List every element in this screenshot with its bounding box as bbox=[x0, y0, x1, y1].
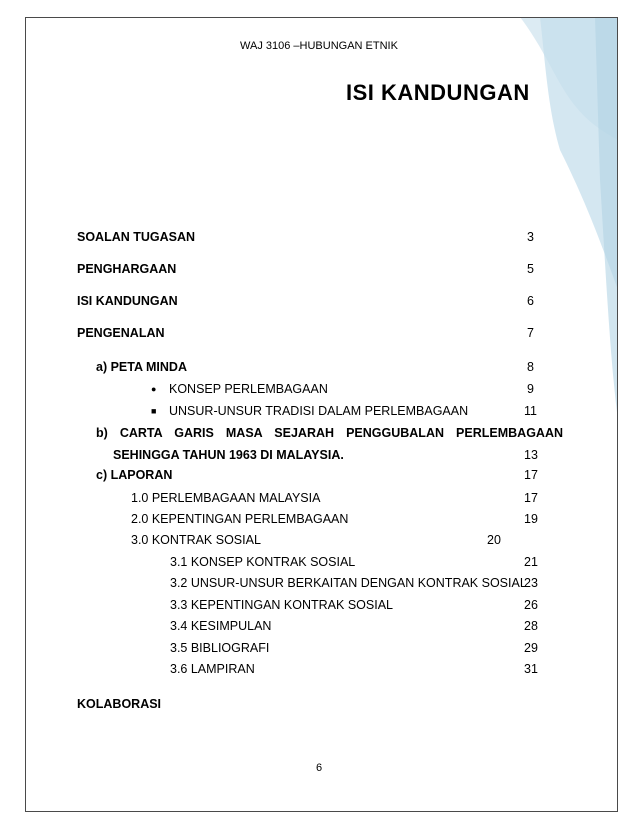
bullet-icon: ■ bbox=[151, 406, 157, 416]
toc-page-number: 9 bbox=[527, 382, 534, 396]
toc-item-kesimpulan: 3.4 KESIMPULAN bbox=[170, 619, 272, 633]
toc-item-soalan-tugasan: SOALAN TUGASAN bbox=[77, 230, 196, 244]
bullet-icon: ● bbox=[151, 384, 157, 394]
page-title: ISI KANDUNGAN bbox=[346, 80, 530, 105]
toc-item-konsep-kontrak-sosial: 3.1 KONSEP KONTRAK SOSIAL bbox=[170, 555, 356, 569]
toc-item-pengenalan: PENGENALAN bbox=[77, 326, 165, 340]
toc-page-number: 17 bbox=[524, 491, 538, 505]
toc-item-perlembagaan-malaysia: 1.0 PERLEMBAGAAN MALAYSIA bbox=[131, 491, 321, 505]
toc-item-laporan: c) LAPORAN bbox=[96, 468, 173, 482]
toc-item-bibliografi: 3.5 BIBLIOGRAFI bbox=[170, 641, 270, 655]
toc-item-unsur-tradisi: UNSUR-UNSUR TRADISI DALAM PERLEMBAGAAN bbox=[169, 404, 469, 418]
toc-page-number: 20 bbox=[487, 533, 501, 547]
toc-page-number: 19 bbox=[524, 512, 538, 526]
toc-page-number: 31 bbox=[524, 662, 538, 676]
toc-page-number: 17 bbox=[524, 468, 538, 482]
toc-page-number: 8 bbox=[527, 360, 534, 374]
toc-item-kolaborasi: KOLABORASI bbox=[77, 697, 162, 711]
toc-page-number: 11 bbox=[524, 404, 537, 418]
toc-item-peta-minda: a) PETA MINDA bbox=[96, 360, 187, 374]
toc-page-number: 7 bbox=[527, 326, 534, 340]
toc-item-kepentingan-perlembagaan: 2.0 KEPENTINGAN PERLEMBAGAAN bbox=[131, 512, 349, 526]
toc-page-number: 29 bbox=[524, 641, 538, 655]
toc-page-number: 26 bbox=[524, 598, 538, 612]
toc-item-penghargaan: PENGHARGAAN bbox=[77, 262, 177, 276]
toc-item-kepentingan-kontrak-sosial: 3.3 KEPENTINGAN KONTRAK SOSIAL bbox=[170, 598, 393, 612]
toc-page-number: 3 bbox=[527, 230, 534, 244]
toc-item-konsep-perlembagaan: KONSEP PERLEMBAGAAN bbox=[169, 382, 328, 396]
toc-page-number: 28 bbox=[524, 619, 538, 633]
page-number: 6 bbox=[315, 762, 323, 774]
toc-page-number: 23 bbox=[524, 576, 538, 590]
toc-item-carta-garis-masa-line2: SEHINGGA TAHUN 1963 DI MALAYSIA. bbox=[113, 448, 344, 462]
toc-page-number: 6 bbox=[527, 294, 534, 308]
toc-page-number: 13 bbox=[524, 448, 538, 462]
toc-item-kontrak-sosial: 3.0 KONTRAK SOSIAL bbox=[131, 533, 261, 547]
toc-page-number: 21 bbox=[524, 555, 538, 569]
toc-item-isi-kandungan: ISI KANDUNGAN bbox=[77, 294, 178, 308]
toc-item-lampiran: 3.6 LAMPIRAN bbox=[170, 662, 255, 676]
toc-item-unsur-kontrak-sosial: 3.2 UNSUR-UNSUR BERKAITAN DENGAN KONTRAK SOSIAL bbox=[170, 576, 527, 590]
page-header: WAJ 3106 –HUBUNGAN ETNIK bbox=[240, 40, 398, 52]
toc-item-carta-garis-masa-line1: b) CARTA GARIS MASA SEJARAH PENGGUBALAN PERLEMBAGAAN bbox=[96, 426, 563, 440]
toc-page-number: 5 bbox=[527, 262, 534, 276]
